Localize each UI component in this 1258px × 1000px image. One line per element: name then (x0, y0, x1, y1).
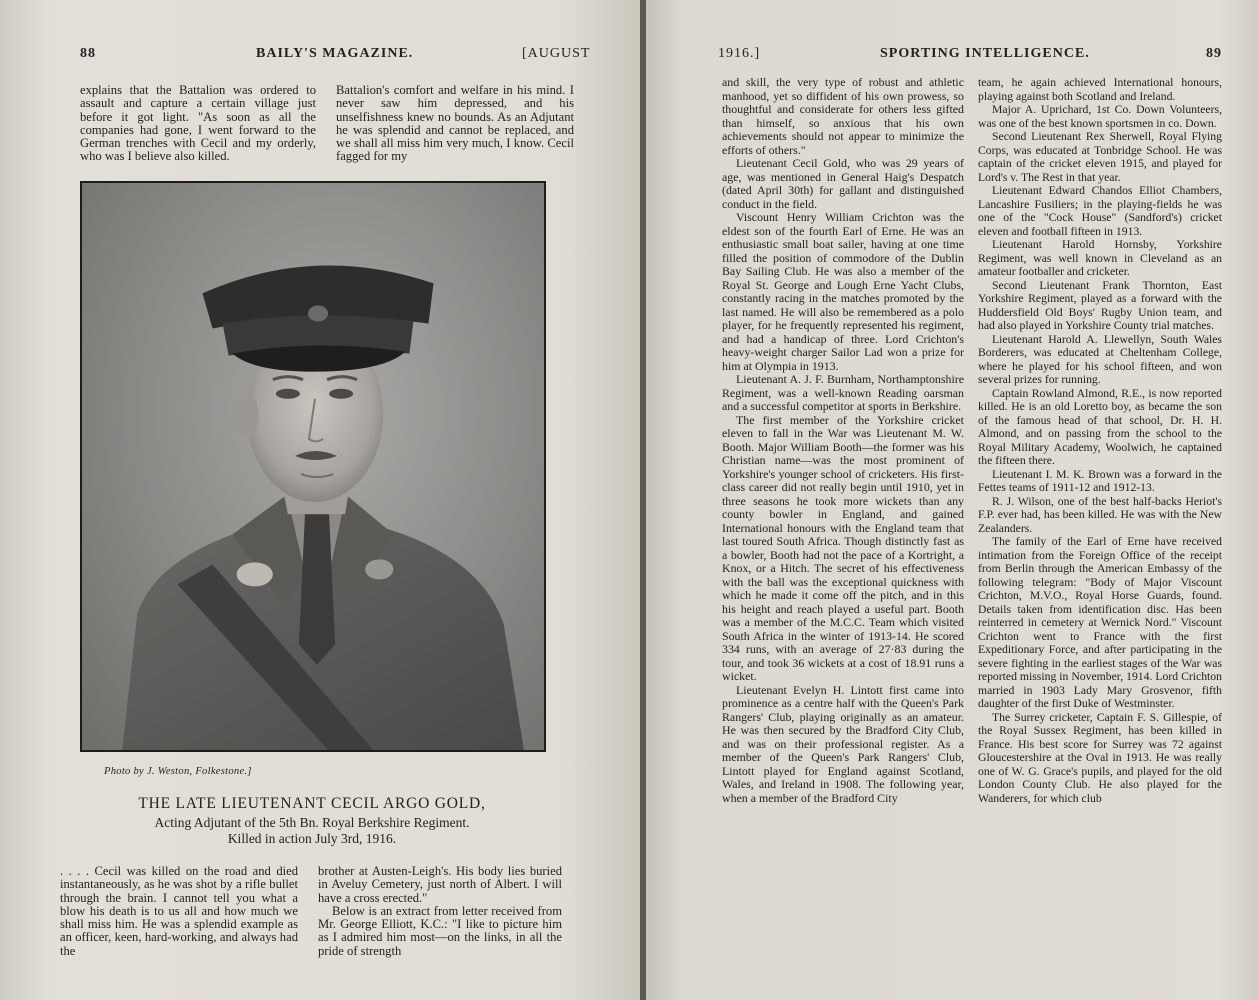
left-top-column-2 (336, 84, 574, 164)
paragraph: Battalion's comfort and welfare in his mind. I never saw him depressed, and his unselfishness knew no bounds. As an Adjutant he was splendid and cannot be replaced, and we shall all miss him very much, I know. Cecil fagged for my (336, 83, 574, 164)
left-running-title: BAILY'S MAGAZINE. (256, 46, 414, 61)
paragraph: Lieutenant A. J. F. Burnham, Northamptonshire Regiment, was a well-known Reading oarsman and a successful competitor at sports in Berkshire. (722, 372, 964, 413)
paragraph: The family of the Earl of Erne have received intimation from the Foreign Office of the receipt from Berlin through the American Embassy of the following telegram: "Body of Major Viscount Crichton, M.V.O., Royal Horse Guards, found. Details taken from identification disc. Has been reinterred in cemetery at Wernick Nord." Viscount Crichton went to France with the first Expeditionary Force, and after participating in the severe fighting in the earliest stages of the War was reported missing in November, 1914. Lord Crichton married in 1903 Lady Mary Grosvenor, fifth daughter of the first Duke of Westminster. (978, 535, 1222, 710)
paragraph: The first member of the Yorkshire cricket eleven to fall in the War was Lieutenant M. W. Booth. Major William Booth—the former was his Christian name—was the most prominent of Yorkshire's younger school of cricketers. His first-class career did not really begin until 1910, yet in three seasons he took more wickets than any county bowler in England, and gained International honours with the England team that last toured South Africa. Though distinctly fast as a bowler, Booth had not the pace of a Kortright, a Knox, or a Hitch. The secret of his effectiveness with the ball was the exceptional quickness with which he made it come off the pitch, and in this his height and reach played a useful part. Booth was a member of the M.C.C. Team which visited South Africa in the winter of 1913-14. He scored 334 runs, with an average of 27·83 during the tour, and took 36 wickets at a cost of 18.91 runs a wicket. (722, 412, 964, 683)
photo-credit: Photo by J. Weston, Folkestone.] (104, 766, 252, 777)
right-running-title: SPORTING INTELLIGENCE. (880, 46, 1090, 61)
paragraph: Lieutenant Evelyn H. Lintott first came into prominence as a centre half with the Queen's Park Rangers' Club, playing originally as an amateur. He was then secured by the Bradford City Club, and was on their professional register. As a member of the Queen's Park Rangers' Club, Lintott played for England against Scotland, Wales, and Ireland in 1908. The following year, when a member of the Bradford City (722, 682, 964, 805)
paragraph: . . . . Cecil was killed on the road and died instantaneously, as he was shot by a rifle bullet through the brain. I cannot tell you what a blow his death is to us all and how much we shall miss him. He was a splendid example as an officer, keen, hard-working, and always had the (60, 864, 298, 958)
right-page-number: 89 (1206, 46, 1222, 61)
paragraph: Second Lieutenant Frank Thornton, East Yorkshire Regiment, played as a forward with the Huddersfield Old Boys' Rugby Union team, and had also played in Yorkshire County trial matches. (978, 278, 1222, 332)
paragraph: Second Lieutenant Rex Sherwell, Royal Flying Corps, was educated at Tonbridge School. He was captain of the cricket eleven 1915, and played for Lord's v. The Rest in that year. (978, 130, 1222, 184)
paragraph: Below is an extract from letter received from Mr. George Elliott, K.C.: "I like to picture him as I admired him most—on the links, in all the pride of strength (318, 903, 562, 958)
right-page (646, 0, 1258, 1000)
paragraph: explains that the Battalion was ordered to assault and capture a certain village just before it got light. "As soon as all the companies had gone, I went forward to the German trenches with Cecil and my orderly, who was I believe also killed. (80, 83, 316, 164)
caption-title-text: THE LATE LIEUTENANT CECIL ARGO GOLD, (138, 795, 486, 812)
paragraph: brother at Austen-Leigh's. His body lies buried in Aveluy Cemetery, just north of Albert. I will have a cross erected." (318, 864, 562, 905)
caption-subtitle (80, 815, 544, 847)
officer-portrait-image (82, 183, 544, 750)
paragraph: Lieutenant Harold Hornsby, Yorkshire Regiment, was well known in Cleveland as an amateur footballer and cricketer. (978, 238, 1222, 278)
paragraph: R. J. Wilson, one of the best half-backs Heriot's F.P. ever had, has been killed. He was with the New Zealanders. (978, 494, 1222, 535)
paragraph: Viscount Henry William Crichton was the eldest son of the fourth Earl of Erne. He was an enthusiastic small boat sailer, having at one time filled the position of commodore of the Dublin Bay Sailing Club. He was also a member of the Royal St. George and Lough Erne Yacht Clubs, constantly racing in the matches promoted by the last named. He will also be remembered as a polo player, for he frequently represented his regiment, and had a handicap of three. Lord Crichton's heavy-weight charger Sailor Lad won a prize for him at Olympia in 1913. (722, 210, 964, 373)
left-bottom-column-2 (318, 865, 562, 958)
caption-title (80, 795, 544, 813)
portrait-photo-frame (80, 181, 546, 752)
paragraph: The Surrey cricketer, Captain F. S. Gillespie, of the Royal Sussex Regiment, has been killed in France. His best score for Surrey was 72 against Gloucestershire at the Oval in 1913. He was really one of W. G. Grace's pupils, and played for the old London County Club. He also played for the Wanderers, for which club (978, 710, 1222, 805)
paragraph: Lieutenant I. M. K. Brown was a forward in the Fettes teams of 1911-12 and 1912-13. (978, 467, 1222, 494)
right-year: 1916.] (718, 46, 761, 61)
paragraph: team, he again achieved International honours, playing against both Scotland and Ireland. (978, 76, 1222, 103)
left-bottom-column-1 (60, 865, 298, 958)
paragraph: Major A. Uprichard, 1st Co. Down Volunteers, was one of the best known sportsmen in co. Down. (978, 103, 1222, 130)
portrait-photo (82, 183, 544, 750)
left-page-number: 88 (80, 46, 96, 61)
left-month: [AUGUST (522, 46, 591, 61)
caption-line-3: Killed in action July 3rd, 1916. (227, 831, 397, 846)
right-column-2 (978, 76, 1222, 805)
paragraph: Lieutenant Cecil Gold, who was 29 years of age, was mentioned in General Haig's Despatch (dated April 30th) for gallant and distinguished conduct in the field. (722, 156, 964, 211)
paragraph: and skill, the very type of robust and athletic manhood, yet so diffident of his own prowess, so thoughtful and considerate for others less gifted than himself, so anxious that his own achievements should not appear to minimize the efforts of others." (722, 75, 964, 157)
paragraph: Lieutenant Edward Chandos Elliot Chambers, Lancashire Fusiliers; in the playing-fields he was one of the "Cock House" (Sandford's) cricket eleven and football fifteen in 1913. (978, 184, 1222, 238)
paragraph: Lieutenant Harold A. Llewellyn, South Wales Borderers, was educated at Cheltenham College, where he played for his school fifteen, and won several prizes for running. (978, 332, 1222, 386)
caption-line-2: Acting Adjutant of the 5th Bn. Royal Berkshire Regiment. (154, 815, 470, 830)
right-column-1 (722, 76, 964, 805)
left-top-column-1 (80, 84, 316, 164)
paragraph: Captain Rowland Almond, R.E., is now reported killed. He is an old Loretto boy, as became the son of the famous head of that school, Dr. H. H. Almond, and on passing from the school to the Royal Military Academy, Woolwich, he captained the fifteen there. (978, 386, 1222, 467)
